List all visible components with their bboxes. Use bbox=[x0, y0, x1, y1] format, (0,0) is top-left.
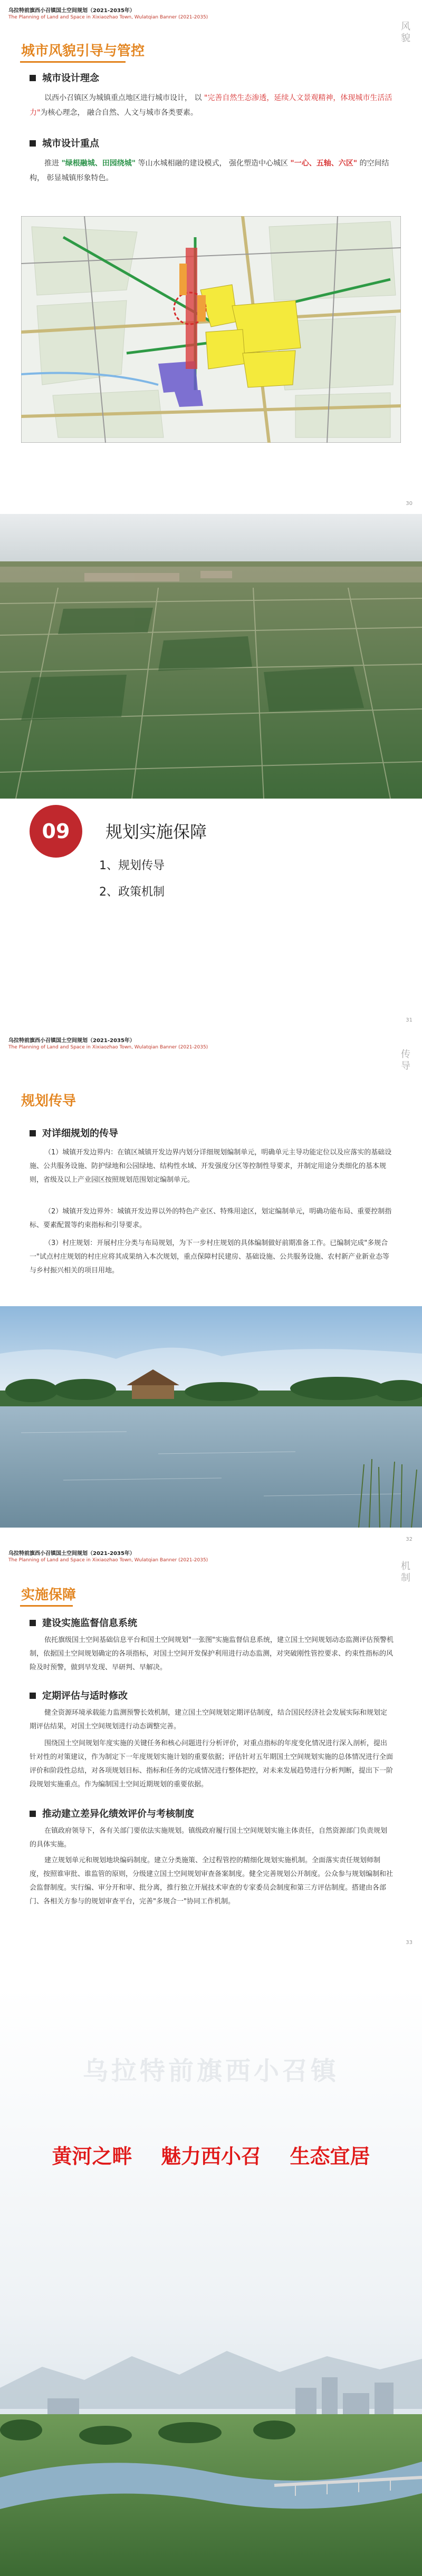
para-3: （3）村庄规划：开展村庄分类与布局规划，为下一步村庄规划的具体编制做好前期准备工作。已编制完成"多规合一"试点村庄规划的村庄应将其成果纳入本次规划，重点保障村民建房、基础设施、公共服务设施、农村新产业新业态等与乡村振兴相关的项目用地。 bbox=[30, 1239, 389, 1275]
page-number: 32 bbox=[406, 1537, 413, 1542]
chapter-number-badge: 09 bbox=[30, 805, 82, 858]
bullet-square-icon bbox=[30, 1811, 36, 1817]
key-heading: 城市设计重点 bbox=[30, 136, 99, 150]
concept-heading: 城市设计理念 bbox=[30, 71, 99, 84]
bullet-square-icon bbox=[30, 1620, 36, 1626]
page-chapter-09 bbox=[0, 514, 422, 1033]
chapter-item-1: 1、规划传导 bbox=[99, 859, 165, 872]
page-urban-landscape bbox=[0, 0, 422, 514]
key-paragraph: 推进 "绿根融城、田园绕城" 等山水城相融的建设模式， 强化塑造中心城区 "一心、五轴、六区" 的空间结构， 彰显城镇形象特色。 bbox=[30, 159, 389, 182]
s1-paragraph: 依托旗级国土空间基础信息平台和国土空间规划"一张图"实施监督信息系统，建立国土空间规划动态监测评估预警机制，依据国土空间规划确定的各项指标，对国土空间开发保护利用进行动态监测，对突破刚性管控要求、约束性指标的风险及时预警，做到早发现、早研判、早解决。 bbox=[30, 1636, 394, 1671]
s2-heading: 定期评估与适时修改 bbox=[30, 1688, 128, 1702]
farmland-aerial-photo bbox=[0, 514, 422, 799]
page-implementation bbox=[0, 1547, 422, 2061]
chapter-item-2: 2、政策机制 bbox=[99, 886, 165, 899]
s3-paragraph-1: 在镇政府领导下，各有关部门要依法实施规划。镇级政府履行国土空间规划实施主体责任，自然资源部门负责规划的具体实施。 bbox=[30, 1827, 388, 1849]
s1-heading: 建设实施监督信息系统 bbox=[30, 1616, 137, 1629]
urban-design-map bbox=[21, 216, 401, 443]
title-underline bbox=[20, 61, 126, 63]
page-header: 乌拉特前旗西小召镇国土空间规划（2021-2035年） The Planning of Land and Space in Xixiaozhao Town, Wulatqian Banner (2021-2035) bbox=[8, 1551, 208, 1563]
bullet-square-icon bbox=[30, 1130, 36, 1136]
header-en: The Planning of Land and Space in Xixiaozhao Town, Wulatqian Banner (2021-2035) bbox=[8, 15, 208, 20]
lake-pavilion-photo bbox=[0, 1306, 422, 1528]
side-label: 风貌 bbox=[401, 21, 410, 44]
para-2: （2）城镇开发边界外：城镇开发边界以外的特色产业区、特殊用途区，划定编制单元，明确功能布局、重要控制指标、要素配置等约束指标和引导要求。 bbox=[30, 1208, 392, 1229]
page-header bbox=[8, 7, 208, 21]
bullet-square-icon bbox=[30, 140, 36, 147]
side-label: 机制 bbox=[401, 1561, 410, 1583]
page-number: 33 bbox=[406, 1940, 413, 1946]
bullet-square-icon bbox=[30, 1693, 36, 1699]
bullet-square-icon bbox=[30, 75, 36, 81]
transmission-heading: 对详细规划的传导 bbox=[30, 1126, 118, 1140]
page-number: 31 bbox=[406, 1017, 413, 1023]
side-label: 传导 bbox=[401, 1049, 410, 1072]
poster-title: 乌拉特前旗西小召镇 bbox=[82, 2056, 339, 2086]
closing-poster bbox=[0, 1987, 422, 2576]
concept-paragraph: 以西小召镇区为城镇重点地区进行城市设计， 以 "完善自然生态渗透，延续人文景观精神，体现城市生活活力"为核心理念， 融合自然、人文与城市各类要素。 bbox=[30, 94, 392, 117]
s3-paragraph-2: 建立规划单元和规划地块编码制度。建立分类施策、全过程管控的精细化规划实施机制。全面落实责任规划师制度，按照谁审批、谁监管的原则，分级建立国土空间规划审查备案制度。健全完善规划公开制度。公众参与规划编制和社会监督制度。实行编、审分开和审、批分离，推行独立开展技术审查的专家委员会制度和第三方评估制度。搭建由各部门、各相关方参与的规划审查平台，完善"多规合一"协同工作机制。 bbox=[30, 1856, 394, 1906]
page-header: 乌拉特前旗西小召镇国土空间规划（2021-2035年） The Planning of Land and Space in Xixiaozhao Town, Wulatqian Banner (2021-2035) bbox=[8, 1038, 208, 1050]
section-title: 规划传导 bbox=[21, 1093, 76, 1109]
section-title: 城市风貌引导与管控 bbox=[21, 43, 145, 59]
s2-paragraph-2: 围绕国土空间规划年度实施的关键任务和核心问题进行分析评价，对重点指标的年度变化情况进行深入剖析，提出针对性的对策建议，作为制定下一年度规划实施计划的重要依据；评估针对五年期国土空间规划实施的总体情况进行全面评价和阶段性总结，对各项规划目标、指标和任务的完成情况进行整体把控，对未来发展趋势进行分析判断，提出下一阶段规划实施重点。作为编制国土空间近期规划的重要依据。 bbox=[30, 1739, 394, 1788]
slogan-1: 黄河之畔 bbox=[52, 2145, 132, 2168]
page-number: 30 bbox=[406, 501, 413, 507]
slogan-row bbox=[0, 2140, 422, 2169]
s3-heading: 推动建立差异化绩效评价与考核制度 bbox=[30, 1806, 194, 1820]
slogan-3: 生态宜居 bbox=[290, 2145, 370, 2168]
page-plan-transmission bbox=[0, 1033, 422, 1547]
para-1: （1）城镇开发边界内：在镇区城镇开发边界内划分详细规划编制单元，明确单元主导功能定位以及应落实的基础设施、公共服务设施、防护绿地和公园绿地、结构性水域、开发强度分区等控制性导要求，并制定用途分类细化的基本规则，省级及以上产业园区按照规划范围划定编制单元。 bbox=[30, 1149, 392, 1184]
header-cn: 乌拉特前旗西小召镇国土空间规划（2021-2035年） bbox=[8, 8, 135, 14]
section-title: 实施保障 bbox=[21, 1587, 76, 1603]
title-underline bbox=[20, 1605, 73, 1607]
s2-paragraph-1: 健全资源环境承载能力监测预警长效机制，建立国土空间规划定期评估制度，结合国民经济社会发展实际和规划定期评估结果，对国土空间规划进行动态调整完善。 bbox=[30, 1709, 388, 1731]
slogan-2: 魅力西小召 bbox=[160, 2145, 261, 2168]
chapter-title: 规划实施保障 bbox=[106, 822, 207, 842]
